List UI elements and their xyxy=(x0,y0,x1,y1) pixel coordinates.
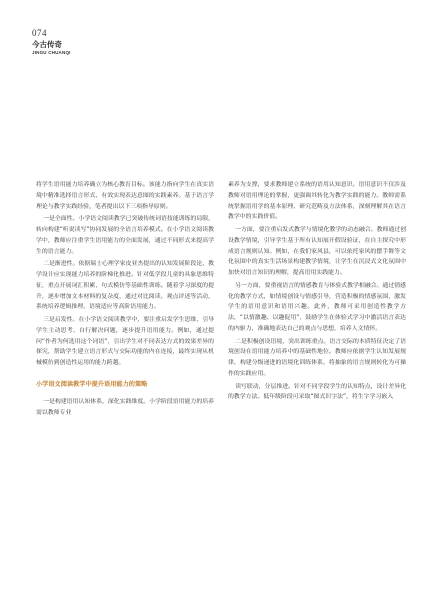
journal-subtitle: JINGU CHUANQI xyxy=(32,50,71,55)
journal-title: 今古传奇 xyxy=(32,40,62,49)
body-paragraph: 一是全面性。小学语文阅读教学已突破传统词语技能训练的局限，转向构建“听说读写”协同发展的全语言培养模式。在小学语文阅读教学中，教师应注重学生语用能力的全面发展，通过不同形式来提高学生的语言能力。 xyxy=(36,216,214,255)
section-heading: 小学语文阅读教学中提升语用能力的策略 xyxy=(36,380,148,388)
body-paragraph: 一方面，要注重启发式教学与情境化教学的动态融合。教师通过创设教学情境，引导学生基于所有认知展开假设验证，在自主探究中形成语言规则认知。例如，在我们家风县，可以依托家风的摆手舞等文化氛围中的真实生活场景构建教学情境，让学生在沉浸式文化氛围中加快对语言知识的理解，提高语用实践能力。 xyxy=(228,227,406,276)
body-paragraph: 三是启发性。在小学语文阅读教学中，要注重启发学生思维，引导学生主动思考、自行解决问题，逐步提升语用能力。例如，通过提问“作者为何选用这个词语”，引出学生对不同表达方式的效果差异的探究，帮助学生建立语言形式与交际功能的内在连接，最终实现从机械模仿到创造性运用的能力跨越。 xyxy=(36,317,214,366)
body-paragraph: 将学生语用能力培养确立为核心教育目标。该能力指向学生在真实语境中精准选择语言形式、有效实现表达意图的实践素养。基于语言学理论与教学实践经验，笔者提出以下三项指导原则。 xyxy=(36,182,214,210)
body-paragraph: 素养为支撑，要求教师建立系统的语用认知意识。语用意识不仅涉及教师对语用理论的掌握，更强调其转化为教学实践的能力。教师需系统掌握语用学的基本原理、研究范畴及方法体系，深刻理解其在语言教学中的实践价值。 xyxy=(228,182,406,221)
body-paragraph: 二是渐进性。依据瑞士心理学家皮亚杰提出的认知发展阶段论，教学设计应实现能力培养的阶梯化推进。针对低学段儿童的具象思维特征，重点开展词汇积累、句式模仿等基础性训练。随着学习深度的提升，逐步增加文本材料的复杂度，通过对比阅读、观点评述等活动，系统培养逻辑推理、语境适应等高阶语用能力。 xyxy=(36,261,214,311)
page-number: 074 xyxy=(32,28,47,38)
body-paragraph: 另一方面，要重视语言的情感教育与体验式教学相融合。通过情感化的教学方式，如情境创设与情感引导，营造积极的情感氛围，激发学生的语用意识和语用兴趣。此外，教师可采用创造性教学方法，“以情激趣、以趣促用”，鼓励学生在体验式学习中激活语言表达的内驱力，准确地表达自己的观点与思想，培养人文情怀。 xyxy=(228,282,406,332)
body-paragraph: 读写联动，分层推进。针对不同学段学生的认知特点，设计差异化的教学方法。低年级阶段可采取“图式识字法”，将生字学习嵌入 xyxy=(228,383,406,401)
right-column xyxy=(228,180,406,403)
left-column xyxy=(36,180,214,418)
body-paragraph: 一是构建语用认知体系，深化实践维度。小学阶段语用能力的培养需以教师专业 xyxy=(36,398,214,416)
page-header xyxy=(32,28,71,55)
body-paragraph: 二是积极创设语境，突出训练重点。语言交际的本质特征决定了语境创设在语用能力培养中的基础性地位。教师应依据学生认知发展规律，构建分级递进的语境化训练体系，将抽象的语言规则转化为可操作的实践应用。 xyxy=(228,338,406,377)
